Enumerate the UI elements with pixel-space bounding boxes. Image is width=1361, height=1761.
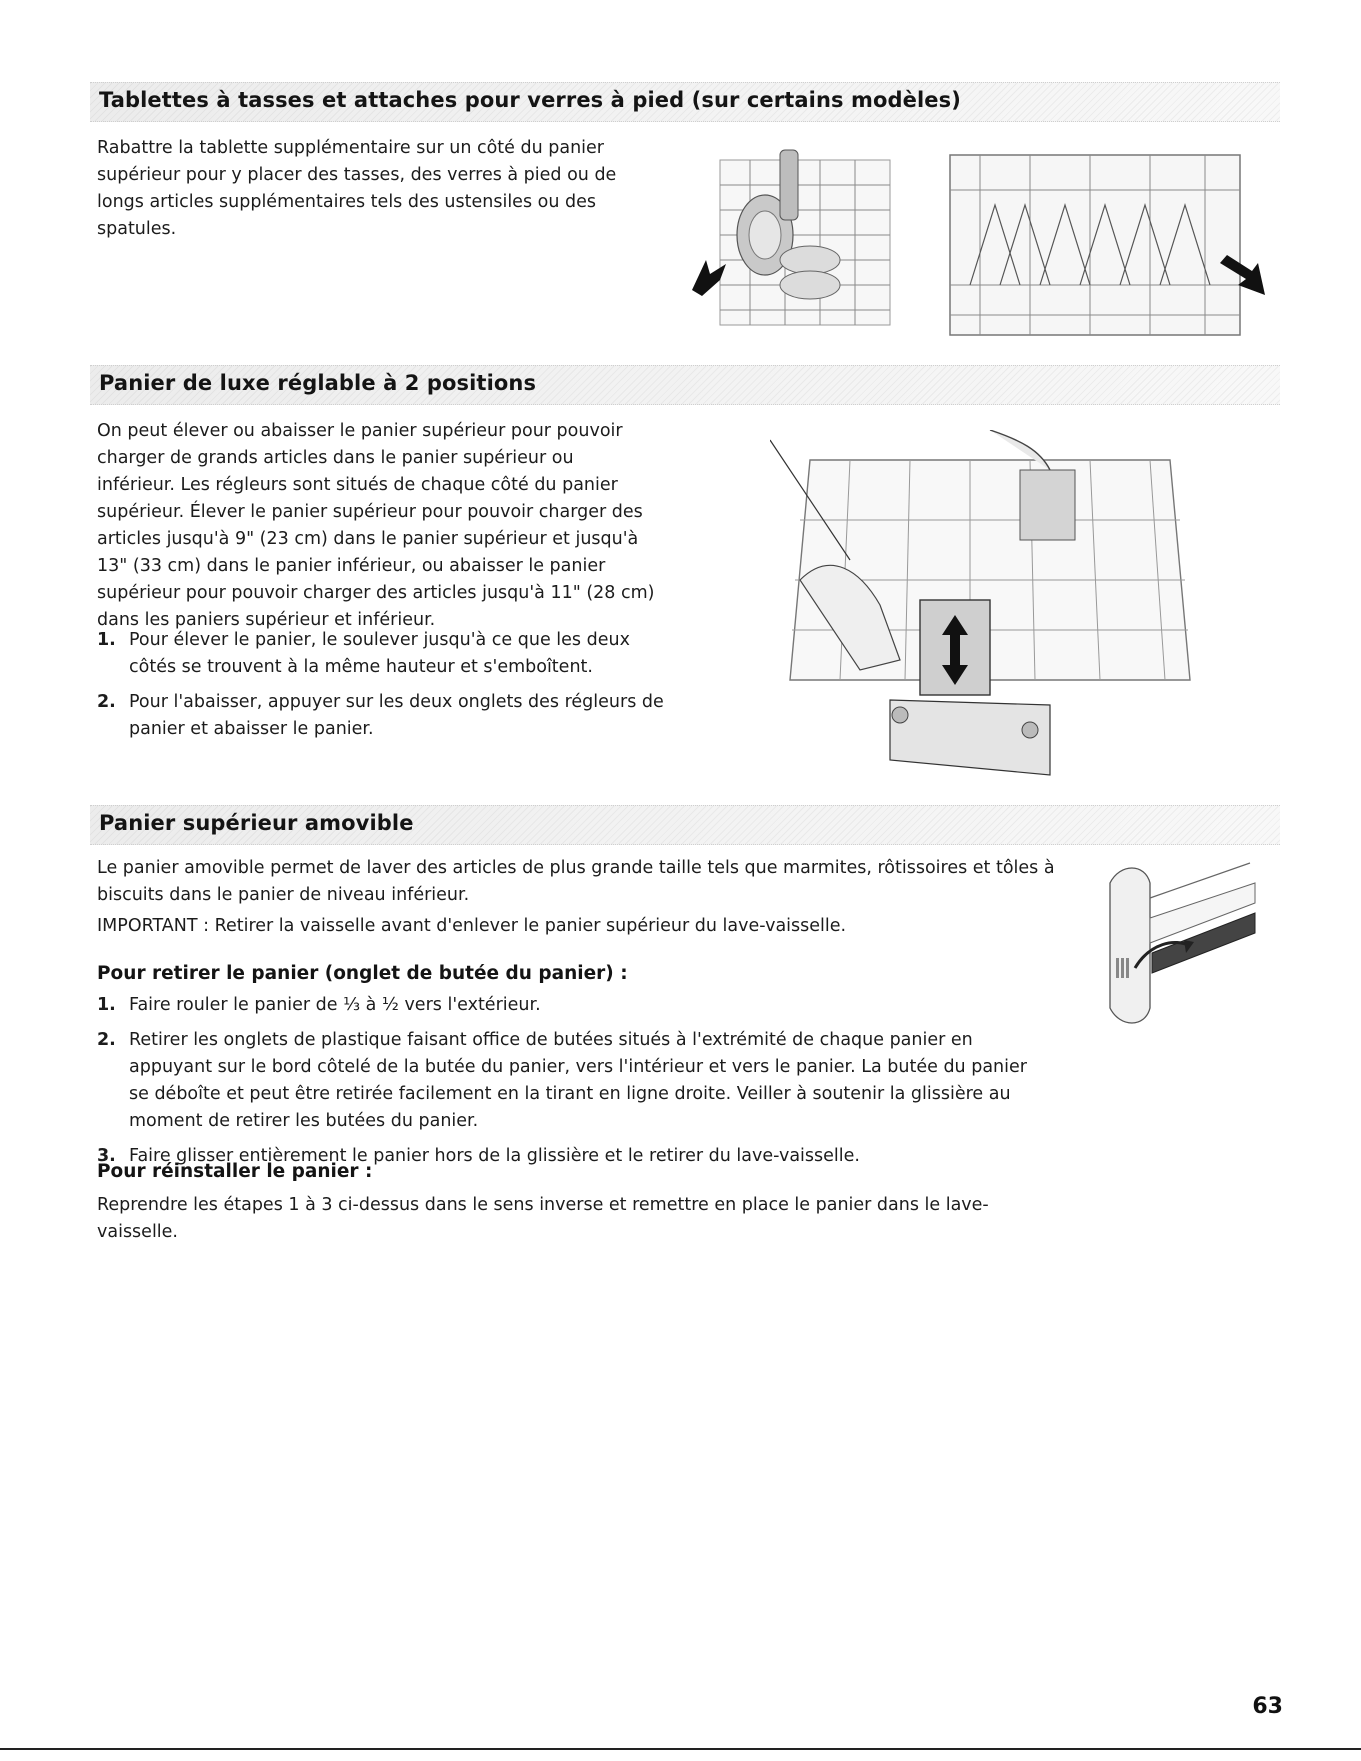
section-body-cup-shelves: Rabattre la tablette supplémentaire sur un côté du panier supérieur pour y placer des tasses, des verres à pied ou de longs articles supplémentaires tels des ustensiles ou des spatules.	[97, 138, 617, 239]
adjust-steps-list	[97, 627, 682, 751]
step-number: 2.	[97, 692, 116, 712]
section-body-removable-rack: Le panier amovible permet de laver des articles de plus grande taille tels que marmites, rôtissoires et tôles à biscuits dans le panier de niveau inférieur.	[97, 858, 1055, 905]
rack-adjuster-illustration-svg	[770, 430, 1200, 780]
step-number: 2.	[97, 1030, 116, 1050]
step-text: Retirer les onglets de plastique faisant office de butées situés à l'extrémité de chaque panier en appuyant sur le bord côtelé de la butée du panier, vers l'intérieur et vers le panier. La butée du panier se déboîte et peut être retirée facilement en la tirant en ligne droite. Veiller à soutenir la glissière au moment de retirer les butées du panier.	[129, 1030, 1027, 1131]
step-text: Pour élever le panier, le soulever jusqu'à ce que les deux côtés se trouvent à la même hauteur et s'emboîtent.	[129, 630, 630, 677]
list-item	[97, 992, 1032, 1019]
step-text: Pour l'abaisser, appuyer sur les deux onglets des régleurs de panier et abaisser le panier.	[129, 692, 664, 739]
cup-shelf-illustration-svg	[690, 140, 910, 340]
rack-adjuster-illustration	[770, 430, 1200, 780]
bottom-rule	[0, 1748, 1361, 1750]
cup-shelf-illustration	[690, 140, 910, 340]
step-number: 1.	[97, 995, 116, 1015]
remove-steps-list	[97, 992, 1032, 1178]
stemware-holder-illustration	[940, 135, 1270, 360]
section-body-adjustable-rack: On peut élever ou abaisser le panier supérieur pour pouvoir charger de grands articles dans le panier supérieur ou inférieur. Les régleurs sont situés de chaque côté du panier supérieur. Élever le panier supérieur pour pouvoir charger des articles jusqu'à 9" (23 cm) dans le panier supérieur et jusqu'à 13" (33 cm) dans le panier inférieur, ou abaisser le panier supérieur pour pouvoir charger des articles jusqu'à 11" (28 cm) dans les paniers supérieur et inférieur.	[97, 421, 655, 630]
step-number: 1.	[97, 630, 116, 650]
remove-rack-heading: Pour retirer le panier (onglet de butée du panier) :	[97, 963, 628, 984]
page-number: 63	[1252, 1694, 1283, 1719]
section-heading-cup-shelves: Tablettes à tasses et attaches pour verres à pied (sur certains modèles)	[99, 88, 961, 112]
section-heading-removable-rack: Panier supérieur amovible	[99, 811, 414, 835]
list-item	[97, 1027, 1032, 1135]
rack-stop-illustration	[1090, 858, 1260, 1048]
section-heading-band	[90, 82, 1280, 122]
reinstall-rack-heading: Pour réinstaller le panier :	[97, 1161, 373, 1182]
list-item	[97, 627, 682, 681]
rack-stop-illustration-svg	[1090, 858, 1260, 1048]
step-text: Faire glisser entièrement le panier hors de la glissière et le retirer du lave-vaisselle.	[129, 1146, 860, 1166]
important-note: IMPORTANT : Retirer la vaisselle avant d'enlever le panier supérieur du lave-vaisselle.	[97, 916, 847, 936]
step-text: Faire rouler le panier de ⅓ à ½ vers l'extérieur.	[129, 995, 541, 1015]
reinstall-body: Reprendre les étapes 1 à 3 ci-dessus dans le sens inverse et remettre en place le panier dans le lave-vaisselle.	[97, 1195, 989, 1242]
list-item	[97, 689, 682, 743]
step-number: 3.	[97, 1146, 116, 1166]
section-heading-band	[90, 805, 1280, 845]
section-heading-band	[90, 365, 1280, 405]
section-heading-adjustable-rack: Panier de luxe réglable à 2 positions	[99, 371, 537, 395]
stemware-holder-illustration-svg	[940, 135, 1270, 360]
